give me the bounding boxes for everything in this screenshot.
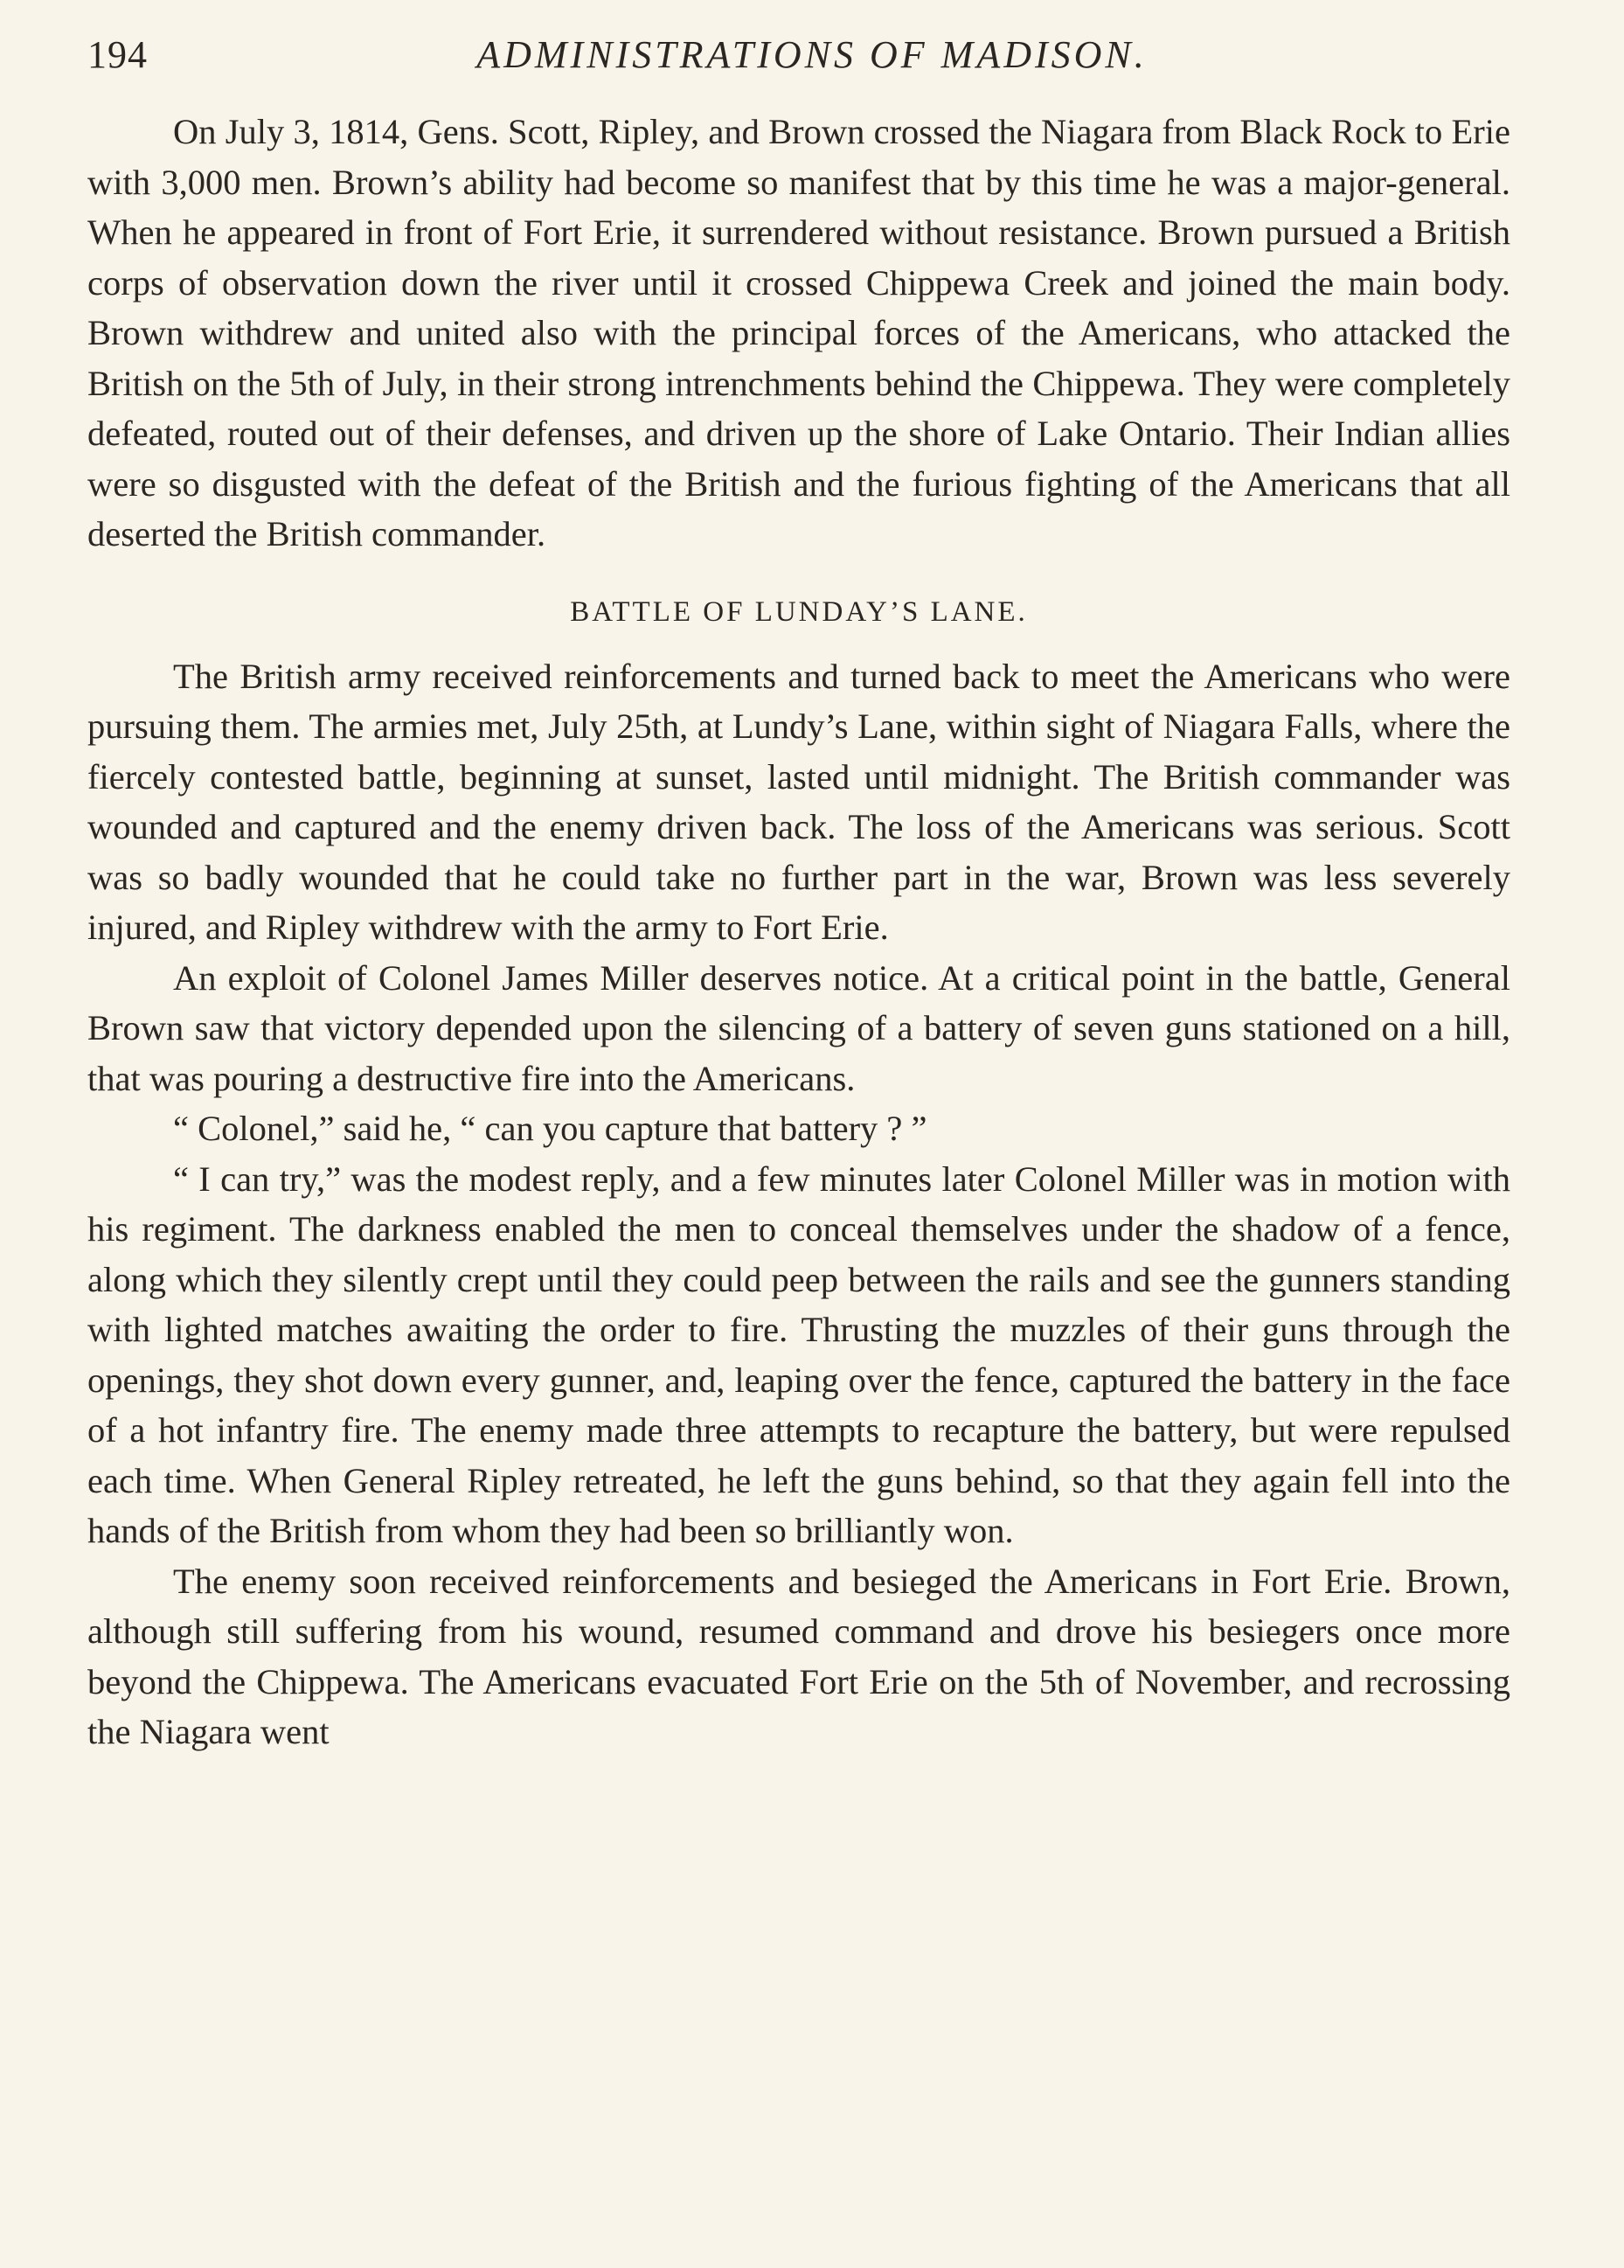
running-head: ADMINISTRATIONS OF MADISON. (476, 33, 1148, 76)
paragraph: The enemy soon received reinforcements and besieged the Americans in Fort Erie. Brown, although still suffering from his wound, resumed command and drove his besiegers once more beyond the Chippewa. The Americans evacuated Fort Erie on the 5th of November, and recrossing the Niagara went (87, 1561, 1510, 1751)
body-text (87, 107, 1510, 1757)
page-header (87, 24, 1537, 86)
paragraph: “ I can try,” was the modest reply, and a few minutes later Colonel Miller was in motion with his regiment. The darkness enabled the men to conceal themselves under the shadow of a fence, along which they silently crept until they could peep between the rails and see the gunners standing with lighted matches awaiting the order to fire. Thrusting the muzzles of their guns through the openings, they shot down every gunner, and, leaping over the fence, captured the battery in the face of a hot infantry fire. The enemy made three attempts to recapture the battery, but were repulsed each time. When General Ripley retreated, he left the guns behind, so that they again fell into the hands of the British from whom they had been so brilliantly won. (87, 1158, 1510, 1550)
section-heading: BATTLE OF LUNDAY’S LANE. (570, 595, 1028, 628)
paragraph: “ Colonel,” said he, “ can you capture that battery ? ” (173, 1109, 927, 1148)
page-number: 194 (87, 33, 148, 76)
paragraph: An exploit of Colonel James Miller deserves notice. At a critical point in the battle, General Brown saw that victory depended upon the silencing of a battery of seven guns stationed on a hill, that was pouring a destructive fire into the Americans. (87, 957, 1510, 1098)
paragraph: On July 3, 1814, Gens. Scott, Ripley, and Brown crossed the Niagara from Black Rock to Erie with 3,000 men. Brown’s ability had become so manifest that by this time he was a major-general. When he appeared in front of Fort Erie, it surrendered without resistance. Brown pursued a British corps of observation down the river until it crossed Chippewa Creek and joined the main body. Brown withdrew and united also with the principal forces of the Americans, who attacked the British on the 5th of July, in their strong intrenchments behind the Chippewa. They were completely defeated, routed out of their defenses, and driven up the shore of Lake Ontario. Their Indian allies were so disgusted with the defeat of the British and the furious fighting of the Americans that all deserted the British commander. (87, 112, 1510, 553)
paragraph: The British army received reinforcements and turned back to meet the Americans who were pursuing them. The armies met, July 25th, at Lundy’s Lane, within sight of Niagara Falls, where the fiercely contested battle, beginning at sunset, lasted until midnight. The British commander was wounded and captured and the enemy driven back. The loss of the Americans was serious. Scott was so badly wounded that he could take no further part in the war, Brown was less severely injured, and Ripley withdrew with the army to Fort Erie. (87, 656, 1510, 947)
